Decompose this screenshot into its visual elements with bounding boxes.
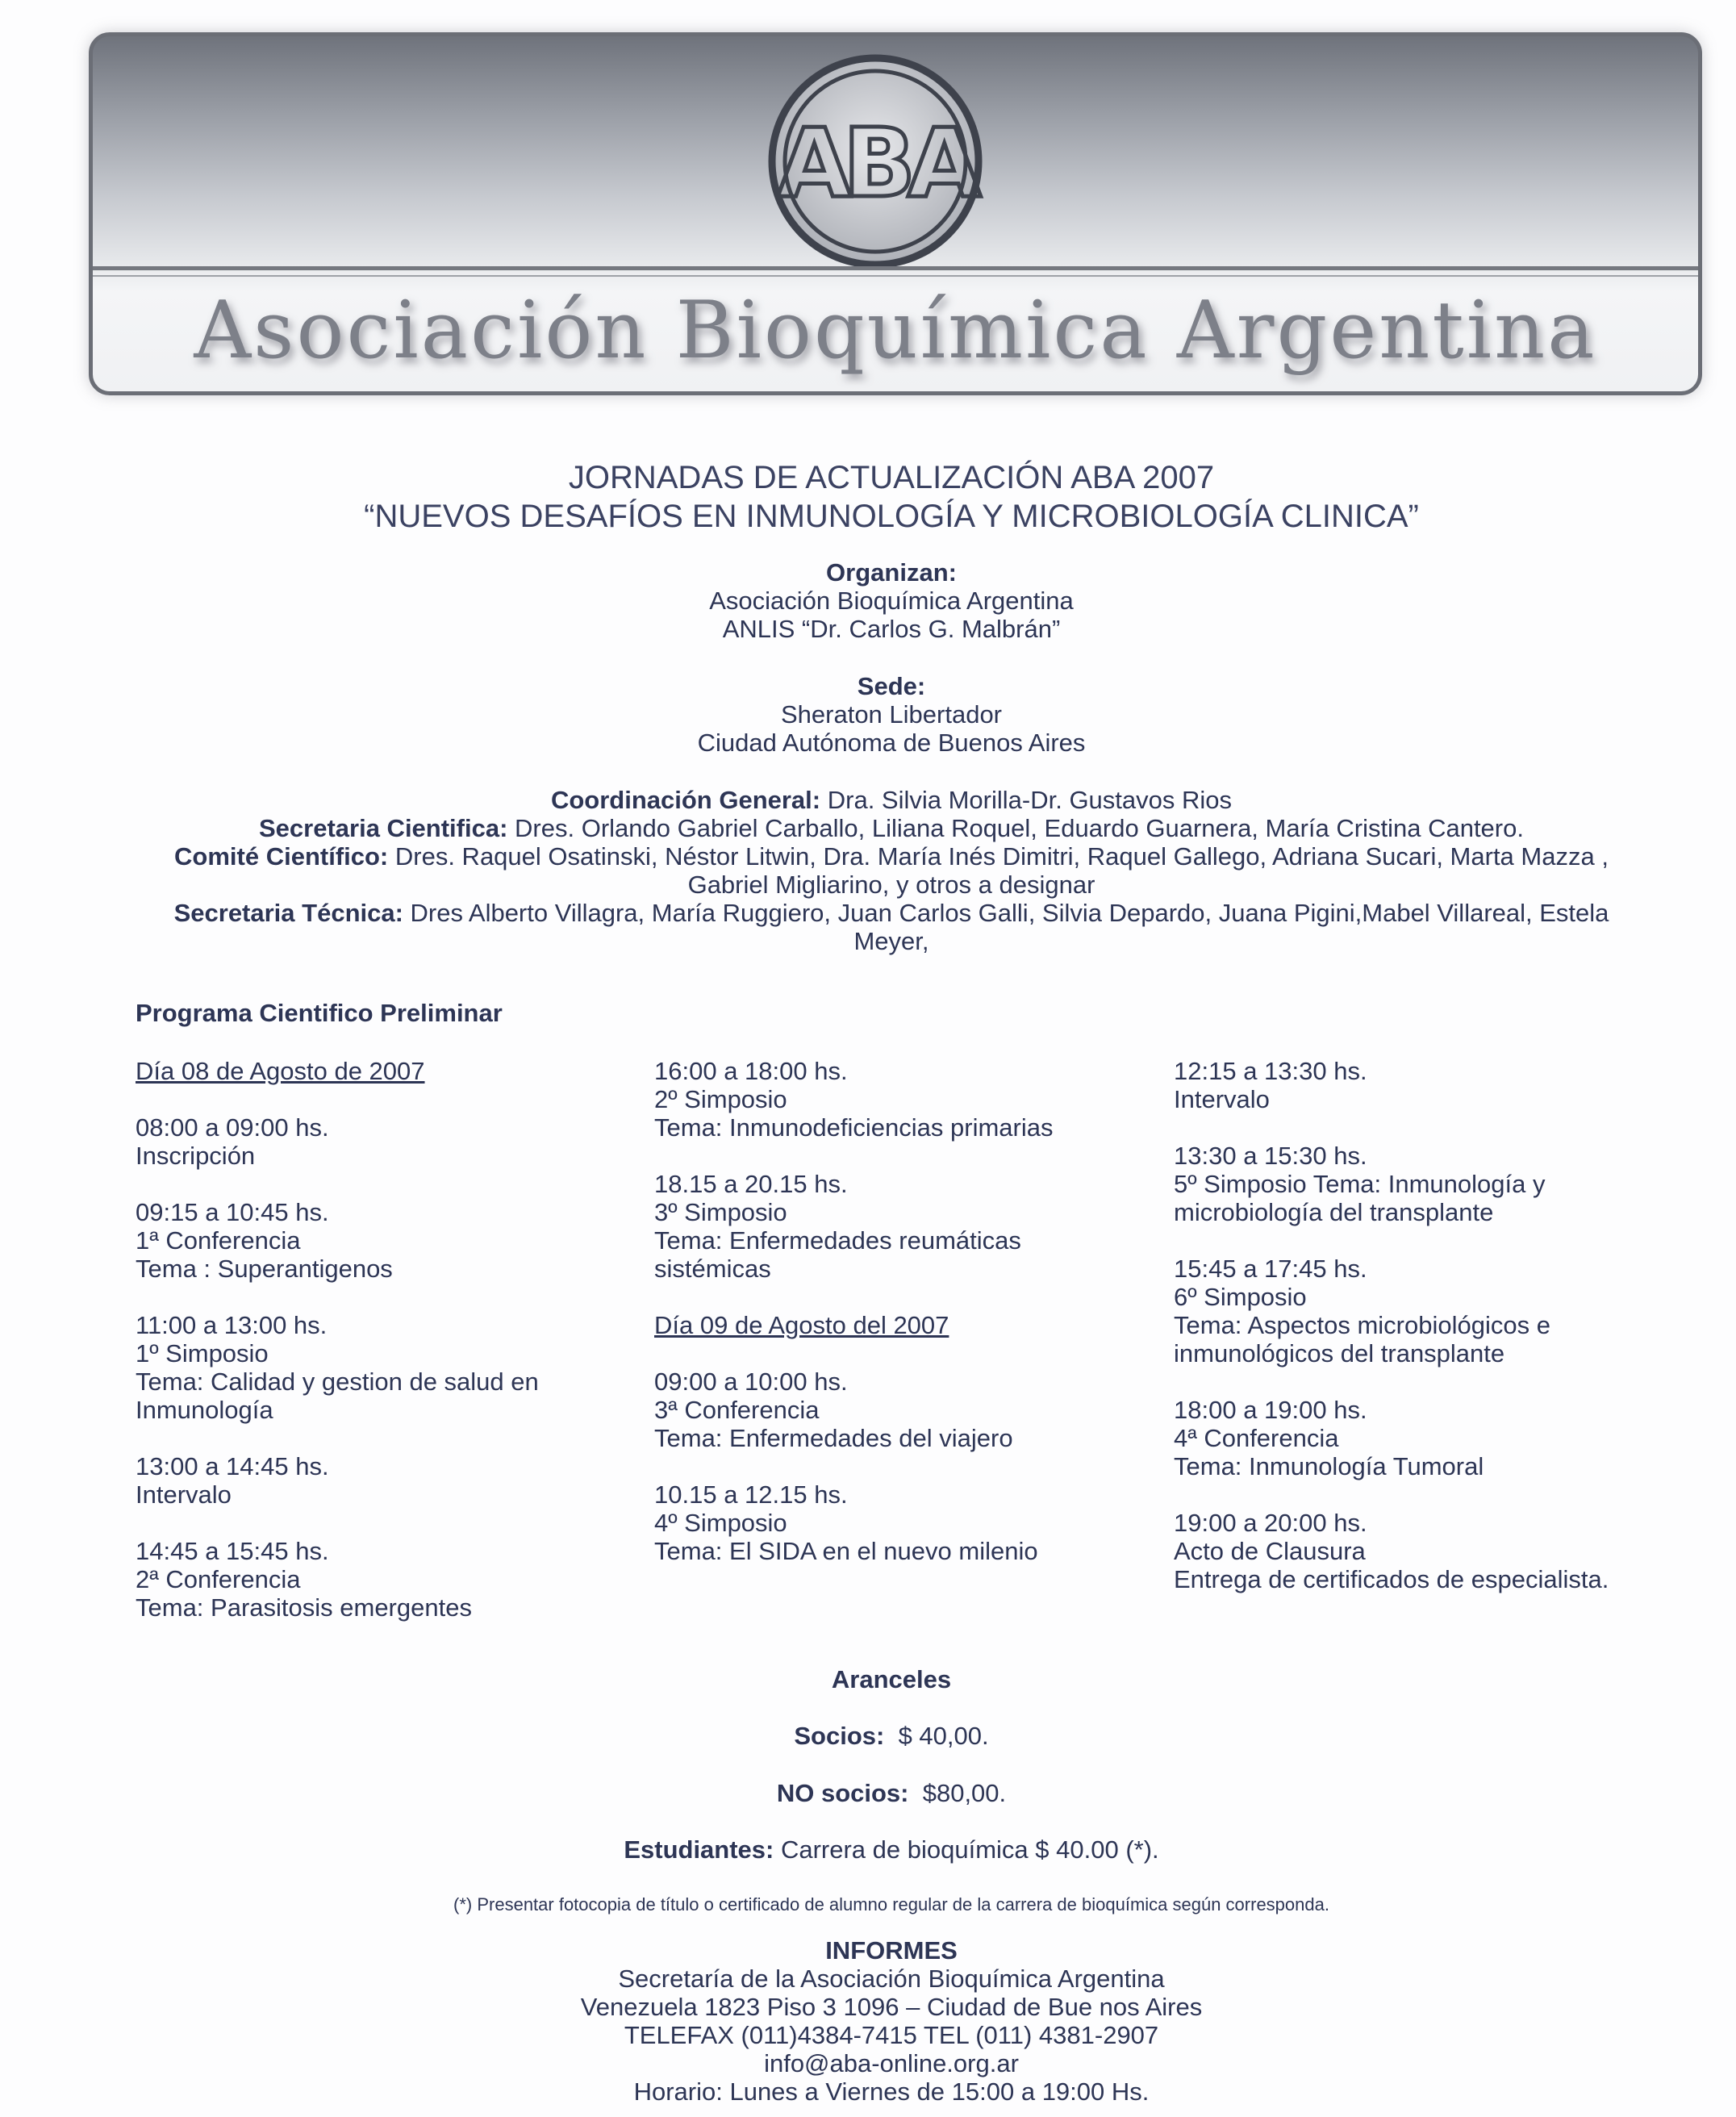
session-time: 09:15 a 10:45 hs. [136, 1198, 329, 1226]
event-title [89, 458, 1694, 536]
session-detail: 6º Simposio [1174, 1283, 1307, 1311]
fees-note: (*) Presentar fotocopia de título o certificado de alumno regular de la carrera de bioquímica según corresponda. [453, 1894, 1329, 1914]
fees-non-members-value: $80,00. [908, 1779, 1007, 1807]
session-block [136, 1311, 539, 1424]
fees-members-label: Socios: [794, 1722, 885, 1750]
session-time: 13:00 a 14:45 hs. [136, 1452, 329, 1480]
venue-line2: Ciudad Autónoma de Buenos Aires [697, 729, 1086, 757]
session-time: 11:00 a 13:00 hs. [136, 1311, 328, 1339]
fees-members [89, 1722, 1694, 1751]
session-time: 13:30 a 15:30 hs. [1174, 1142, 1367, 1170]
session-detail: Tema: Parasitosis emergentes [136, 1593, 472, 1622]
session-detail: inmunológicos del transplante [1174, 1339, 1505, 1367]
session-detail: 5º Simposio Tema: Inmunología y [1174, 1170, 1546, 1198]
staff-section [137, 786, 1646, 955]
seal-text: ABA [777, 107, 974, 219]
session-time: 14:45 a 15:45 hs. [136, 1537, 329, 1565]
session-detail: 2ª Conferencia [136, 1565, 301, 1593]
event-title-line1: JORNADAS DE ACTUALIZACIÓN ABA 2007 [568, 460, 1215, 495]
session-block [654, 1170, 1054, 1283]
session-detail: Acto de Clausura [1174, 1537, 1366, 1565]
fees-students-value: Carrera de bioquímica $ 40.00 (*). [774, 1835, 1159, 1864]
col1-sessions [136, 1113, 539, 1622]
session-time: 09:00 a 10:00 hs. [654, 1367, 848, 1396]
session-detail: 2º Simposio [654, 1085, 787, 1113]
organizers-label: Organizan: [826, 558, 957, 587]
scientific-secretary-text: Dres. Orlando Gabriel Carballo, Liliana Roquel, Eduardo Guarnera, María Cristina Cantero. [507, 814, 1524, 842]
session-block [654, 1367, 1054, 1452]
col2a-sessions [654, 1057, 1054, 1283]
session-time: 18.15 a 20.15 hs. [654, 1170, 848, 1198]
coordination-label: Coordinación General: [550, 786, 821, 814]
fees-title: Aranceles [831, 1665, 952, 1693]
session-time: 18:00 a 19:00 hs. [1174, 1396, 1367, 1424]
organizers-line2: ANLIS “Dr. Carlos G. Malbrán” [722, 615, 1061, 643]
contact-hours: Horario: Lunes a Viernes de 15:00 a 19:00 Hs. [633, 2077, 1150, 2106]
fees-non-members-label: NO socios: [776, 1779, 909, 1807]
session-detail: Tema : Superantigenos [136, 1255, 393, 1283]
session-time: 15:45 a 17:45 hs. [1174, 1255, 1367, 1283]
session-block [1174, 1057, 1609, 1113]
session-block [1174, 1396, 1609, 1480]
committee-label: Comité Científico: [174, 842, 389, 871]
scientific-secretary-row [137, 814, 1646, 842]
fees-non-members [89, 1779, 1694, 1808]
technical-secretary-text: Dres Alberto Villagra, María Ruggiero, Juan Carlos Galli, Silvia Depardo, Juana Pigini,Mabel Villareal, Estela Meyer, [403, 899, 1609, 955]
contact-section [89, 1936, 1694, 2106]
session-detail: Tema: Inmunología Tumoral [1174, 1452, 1484, 1480]
contact-line2: Venezuela 1823 Piso 3 1096 – Ciudad de Bue nos Aires [580, 1993, 1203, 2021]
venue-section [89, 672, 1694, 757]
day1-heading: Día 08 de Agosto de 2007 [136, 1057, 425, 1085]
fees-members-value: $ 40,00. [884, 1722, 989, 1750]
session-detail: Tema: Inmunodeficiencias primarias [654, 1113, 1054, 1142]
scientific-secretary-label: Secretaria Cientifica: [259, 814, 508, 842]
session-block [136, 1113, 539, 1170]
coordination-row [137, 786, 1646, 814]
contact-title: INFORMES [825, 1936, 958, 1965]
session-detail: Tema: Enfermedades reumáticas [654, 1226, 1021, 1255]
session-detail: Tema: El SIDA en el nuevo milenio [654, 1537, 1038, 1565]
fees-students [89, 1835, 1694, 1864]
aba-seal-logo [766, 52, 984, 270]
session-block [136, 1198, 539, 1283]
session-block [654, 1480, 1054, 1565]
session-time: 10.15 a 12.15 hs. [654, 1480, 848, 1509]
banner-divider [93, 266, 1698, 270]
session-block [1174, 1255, 1609, 1367]
col3-sessions [1174, 1057, 1609, 1593]
session-detail: 1ª Conferencia [136, 1226, 301, 1255]
committee-text: Dres. Raquel Osatinski, Néstor Litwin, Dra. María Inés Dimitri, Raquel Gallego, Adriana Sucari, Marta Mazza , Gabriel Migliarino, y otros a designar [388, 842, 1609, 899]
program-column-3 [1174, 1057, 1609, 1622]
session-detail: 3º Simposio [654, 1198, 787, 1226]
session-block [654, 1057, 1054, 1142]
technical-secretary-label: Secretaria Técnica: [173, 899, 403, 927]
program-column-2 [654, 1057, 1054, 1593]
fees-students-label: Estudiantes: [624, 1835, 774, 1864]
session-block [1174, 1509, 1609, 1593]
venue-line1: Sheraton Libertador [780, 700, 1003, 729]
technical-secretary-row [137, 899, 1646, 955]
committee-row [137, 842, 1646, 899]
session-detail: Entrega de certificados de especialista. [1174, 1565, 1609, 1593]
session-block [1174, 1142, 1609, 1226]
session-time: 16:00 a 18:00 hs. [654, 1057, 848, 1085]
venue-label: Sede: [857, 672, 926, 700]
organization-name: Asociación Bioquímica Argentina [194, 285, 1597, 377]
coordination-text: Dra. Silvia Morilla-Dr. Gustavos Rios [820, 786, 1233, 814]
session-detail: microbiología del transplante [1174, 1198, 1494, 1226]
session-detail: Intervalo [136, 1480, 232, 1509]
session-detail: sistémicas [654, 1255, 771, 1283]
session-detail: 1º Simposio [136, 1339, 269, 1367]
session-time: 08:00 a 09:00 hs. [136, 1113, 329, 1142]
organizers-section [89, 558, 1694, 643]
banner-divider-thin [93, 275, 1698, 277]
session-detail: 4ª Conferencia [1174, 1424, 1339, 1452]
col2b-sessions [654, 1367, 1054, 1565]
session-detail: Inscripción [136, 1142, 256, 1170]
day2-heading: Día 09 de Agosto del 2007 [654, 1311, 949, 1339]
session-detail: 3ª Conferencia [654, 1396, 820, 1424]
session-time: 19:00 a 20:00 hs. [1174, 1509, 1367, 1537]
organizers-line1: Asociación Bioquímica Argentina [709, 587, 1074, 615]
session-detail: Intervalo [1174, 1085, 1270, 1113]
header-banner [89, 32, 1702, 395]
program-title: Programa Cientifico Preliminar [136, 999, 503, 1027]
session-block [136, 1452, 539, 1509]
session-detail: Tema: Calidad y gestion de salud en [136, 1367, 539, 1396]
session-block [136, 1537, 539, 1622]
event-title-line2: “NUEVOS DESAFÍOS EN INMUNOLOGÍA Y MICROBIOLOGÍA CLINICA” [364, 499, 1419, 534]
session-detail: Tema: Enfermedades del viajero [654, 1424, 1013, 1452]
session-time: 12:15 a 13:30 hs. [1174, 1057, 1367, 1085]
contact-email[interactable]: info@aba-online.org.ar [764, 2049, 1019, 2077]
contact-line3: TELEFAX (011)4384-7415 TEL (011) 4381-2907 [624, 2021, 1159, 2049]
session-detail: Inmunología [136, 1396, 273, 1424]
program-column-1 [136, 1057, 539, 1650]
session-detail: 4º Simposio [654, 1509, 787, 1537]
session-detail: Tema: Aspectos microbiológicos e [1174, 1311, 1550, 1339]
contact-line1: Secretaría de la Asociación Bioquímica Argentina [618, 1965, 1165, 1993]
